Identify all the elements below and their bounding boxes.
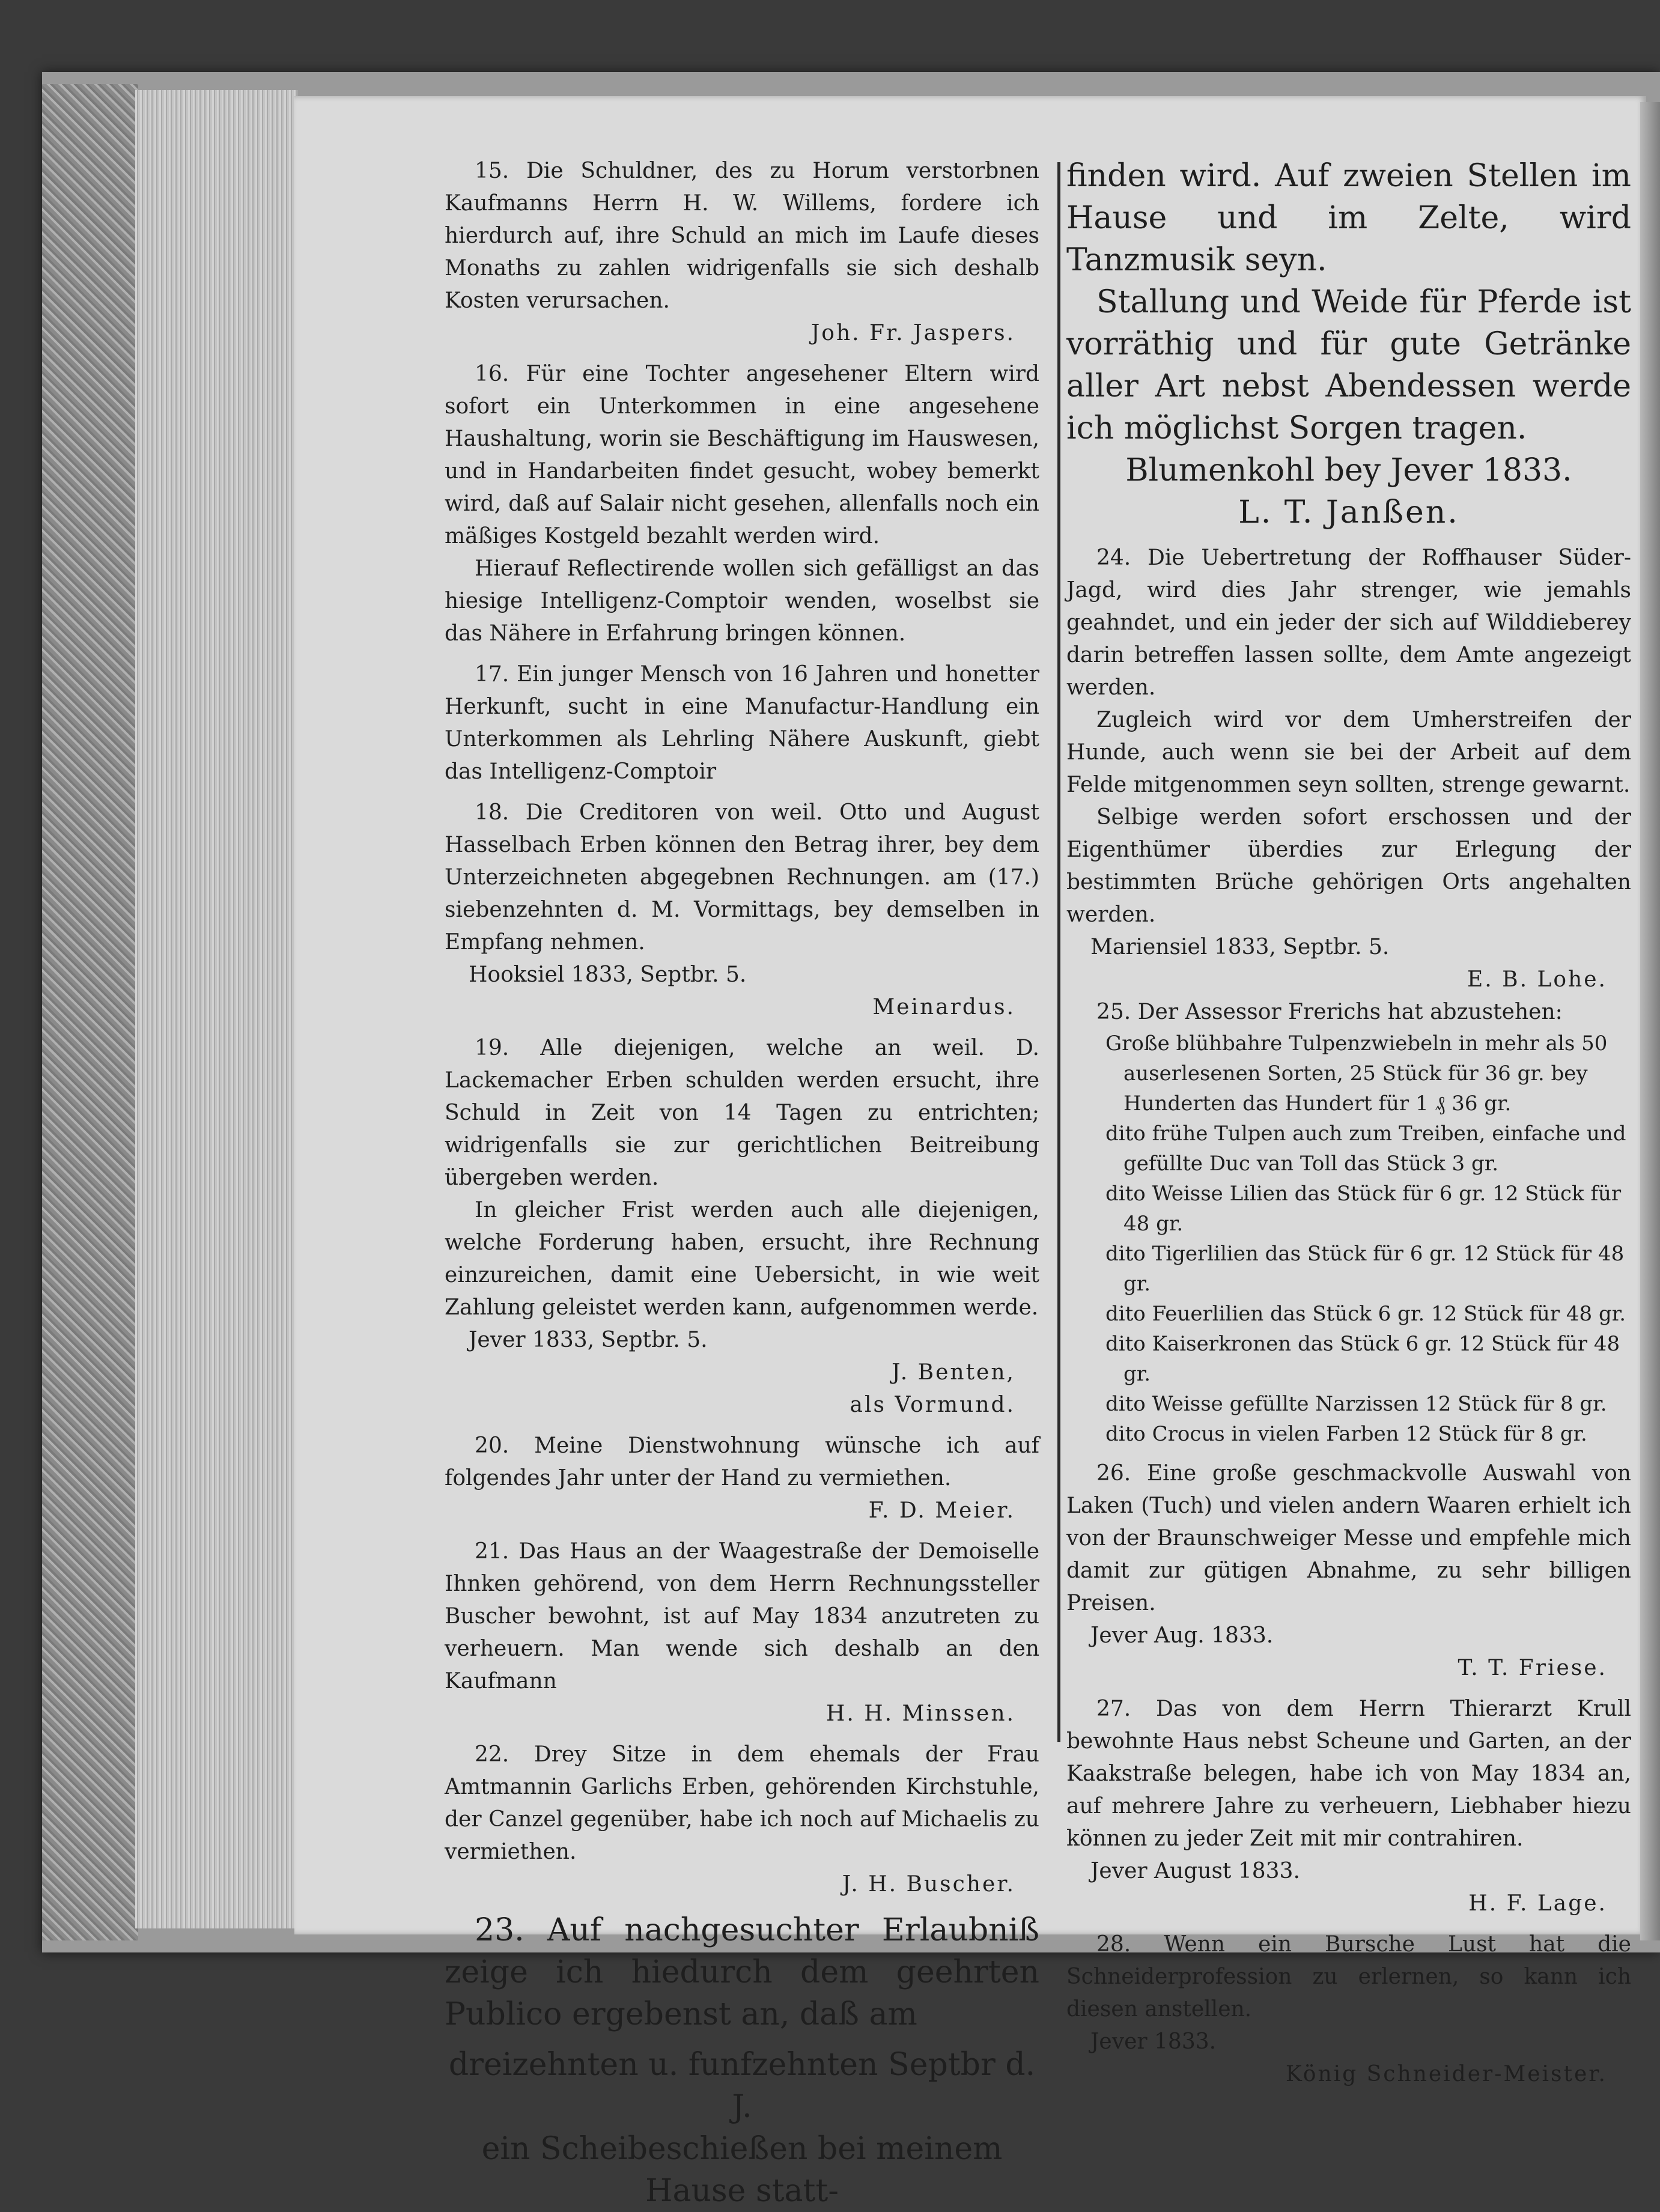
notice-23-continued [1066,155,1631,533]
notice-text-line: ein Scheibeschießen bei meinem Hause statt- [481,2131,1003,2209]
price-list-item: dito Weisse gefüllte Narzissen 12 Stück für 8 gr. [1105,1392,1607,1416]
notice-text: 23. Auf nachgesuchter Erlaubniß zeige ich hiedurch dem geehrten Publico ergebenst an, daß am [445,1912,1039,2032]
notice-highlight-dates: dreizehnten u. funfzehnten Septbr d. J. [448,2047,1036,2125]
notice-signature: König Schneider-Meister. [1285,2062,1607,2086]
notice-signature: Joh. Fr. Jaspers. [810,321,1015,345]
price-list-item: dito Weisse Lilien das Stück für 6 gr. 12 Stück für 48 gr. [1105,1182,1622,1236]
notice-text: 16. Für eine Tochter angesehener Eltern wird sofort ein Unterkommen in eine angesehene Haushaltung, worin sie Beschäftigung im Hauswesen, und in Handarbeiten findet gesucht, wobey bemerkt wird, daß auf Salair nicht gesehen, allenfalls noch ein mäßiges Kostgeld bezahlt werden wird. [445,362,1039,548]
notice-23 [445,1909,1039,2212]
notice-text: 21. Das Haus an der Waagestraße der Demoiselle Ihnken gehörend, von dem Herrn Rechnungssteller Buscher bewohnt, ist auf May 1834 anzutreten zu verheuern. Man wende sich deshalb an den Kaufmann [445,1539,1039,1694]
notice-signature: J. H. Buscher. [842,1872,1015,1897]
price-list-item: dito Crocus in vielen Farben 12 Stück für 8 gr. [1105,1422,1587,1446]
price-list-item: dito Kaiserkronen das Stück 6 gr. 12 Stück für 48 gr. [1105,1332,1620,1386]
notice-text-continued: Zugleich wird vor dem Umherstreifen der Hunde, auch wenn sie bei der Arbeit auf dem Felde mitgenommen seyn sollten, strenge gewarnt. [1066,708,1631,797]
notice-signature: H. F. Lage. [1468,1891,1607,1916]
notice-date: Jever August 1833. [1090,1859,1300,1883]
left-column [445,155,1039,2212]
price-list-item: dito frühe Tulpen auch zum Treiben, einfache und gefüllte Duc van Toll das Stück 3 gr. [1105,1122,1626,1176]
notice-17 [445,658,1039,788]
notice-signature: Meinardus. [872,995,1015,1019]
notice-date: Blumenkohl bey Jever 1833. [1125,452,1572,488]
notice-signature: H. H. Minssen. [825,1701,1015,1726]
notice-signature: J. Benten, [892,1360,1015,1385]
notice-text: 20. Meine Dienstwohnung wünsche ich auf folgendes Jahr unter der Hand zu vermiethen. [445,1433,1039,1490]
page-edges [135,90,297,1928]
book-cover-board [42,84,138,1940]
price-list-item: Große blühbahre Tulpenzwiebeln in mehr als 50 auserlesenen Sorten, 25 Stück für 36 gr. bey Hunderten das Hundert für 1 ₰ 36 gr. [1105,1032,1608,1116]
notice-27 [1066,1693,1631,1920]
notice-21 [445,1536,1039,1730]
notice-16 [445,358,1039,650]
notice-date: Jever Aug. 1833. [1090,1623,1274,1648]
notice-20 [445,1430,1039,1527]
notice-19 [445,1032,1039,1421]
notice-signature: L. T. Janßen. [1238,494,1459,530]
notice-text: 26. Eine große geschmackvolle Auswahl von Laken (Tuch) und vielen andern Waaren erhielt ich von der Braunschweiger Messe und empfehle mich damit zur gütigen Abnahme, zu sehr billigen Preisen. [1066,1461,1631,1615]
notice-text: 19. Alle diejenigen, welche an weil. D. Lackemacher Erben schulden werden ersucht, ihre Schuld in Zeit von 14 Tagen zu entrichten; widrigenfalls sie zur gerichtlichen Beitreibung übergeben werden. [445,1036,1039,1190]
notice-signature: E. B. Lohe. [1467,967,1607,992]
price-list-item: dito Feuerlilien das Stück 6 gr. 12 Stück für 48 gr. [1105,1302,1626,1326]
notice-25 [1066,996,1631,1449]
notice-text: 15. Die Schuldner, des zu Horum verstorbnen Kaufmanns Herrn H. W. Willems, fordere ich hierdurch auf, ihre Schuld an mich im Laufe dieses Monaths zu zahlen widrigenfalls sie sich deshalb Kosten verursachen. [445,159,1039,313]
price-list-item: dito Tigerlilien das Stück für 6 gr. 12 Stück für 48 gr. [1105,1242,1625,1296]
notice-text-continued: Stallung und Weide für Pferde ist vorräthig und für gute Getränke aller Art nebst Abendessen werde ich möglichst Sorgen tragen. [1066,284,1631,446]
notice-signature-role: als Vormund. [850,1393,1015,1417]
notice-date: Hooksiel 1833, Septbr. 5. [469,962,747,987]
notice-text: 18. Die Creditoren von weil. Otto und August Hasselbach Erben können den Betrag ihrer, bey dem Unterzeichneten abgegebnen Rechnungen. am (17.) siebenzehnten d. M. Vormittags, bey demselben in Empfang nehmen. [445,800,1039,955]
right-column [1066,155,1631,2091]
notice-heading: 25. Der Assessor Frerichs hat abzustehen: [1096,1000,1563,1024]
notice-text-continued: Hierauf Reflectirende wollen sich gefälligst an das hiesige Intelligenz-Comptoir wenden, woselbst sie das Nähere in Erfahrung bringen können. [445,556,1039,646]
notice-text: 24. Die Uebertretung der Roffhauser Süder-Jagd, wird dies Jahr strenger, wie jemahls geahndet, und ein jeder der sich auf Wilddieberey darin betreffen lassen sollte, dem Amte angezeigt werden. [1066,545,1631,700]
notice-26 [1066,1457,1631,1685]
notice-18 [445,797,1039,1024]
notice-date: Mariensiel 1833, Septbr. 5. [1090,935,1390,959]
notice-signature: T. T. Friese. [1458,1656,1607,1680]
notice-text: 27. Das von dem Herrn Thierarzt Krull bewohnte Haus nebst Scheune und Garten, an der Kaakstraße belegen, habe ich von May 1834 an, auf mehrere Jahre zu verheuern, Liebhaber hiezu können zu jeder Zeit mit mir contrahiren. [1066,1697,1631,1851]
notice-text: finden wird. Auf zweien Stellen im Hause und im Zelte, wird Tanzmusik seyn. [1066,158,1631,278]
column-divider [1057,162,1060,1742]
notice-date: Jever 1833. [1090,2029,1217,2054]
notice-text-continued: Selbige werden sofort erschossen und der Eigenthümer überdies zur Erlegung der bestimmten Brüche gehörigen Orts angehalten werden. [1066,805,1631,927]
notice-signature: F. D. Meier. [868,1498,1015,1523]
notice-15 [445,155,1039,350]
notice-text-continued: In gleicher Frist werden auch alle diejenigen, welche Forderung haben, ersucht, ihre Rechnung einzureichen, damit eine Uebersicht, in wie weit Zahlung geleistet werden kann, aufgenommen werde. [445,1198,1039,1320]
notice-28 [1066,1928,1631,2091]
notice-text: 28. Wenn ein Bursche Lust hat die Schneiderprofession zu erlernen, so kann ich diesen anstellen. [1066,1932,1631,2022]
notice-date: Jever 1833, Septbr. 5. [469,1328,708,1352]
page-gutter [1640,102,1660,1940]
notice-text: 17. Ein junger Mensch von 16 Jahren und honetter Herkunft, sucht in eine Manufactur-Handlung ein Unterkommen als Lehrling Nähere Auskunft, giebt das Intelligenz-Comptoir [445,662,1039,784]
notice-text: 22. Drey Sitze in dem ehemals der Frau Amtmannin Garlichs Erben, gehörenden Kirchstuhle, der Canzel gegenüber, habe ich noch auf Michaelis zu vermiethen. [445,1742,1039,1864]
notice-24 [1066,542,1631,996]
notice-22 [445,1739,1039,1901]
